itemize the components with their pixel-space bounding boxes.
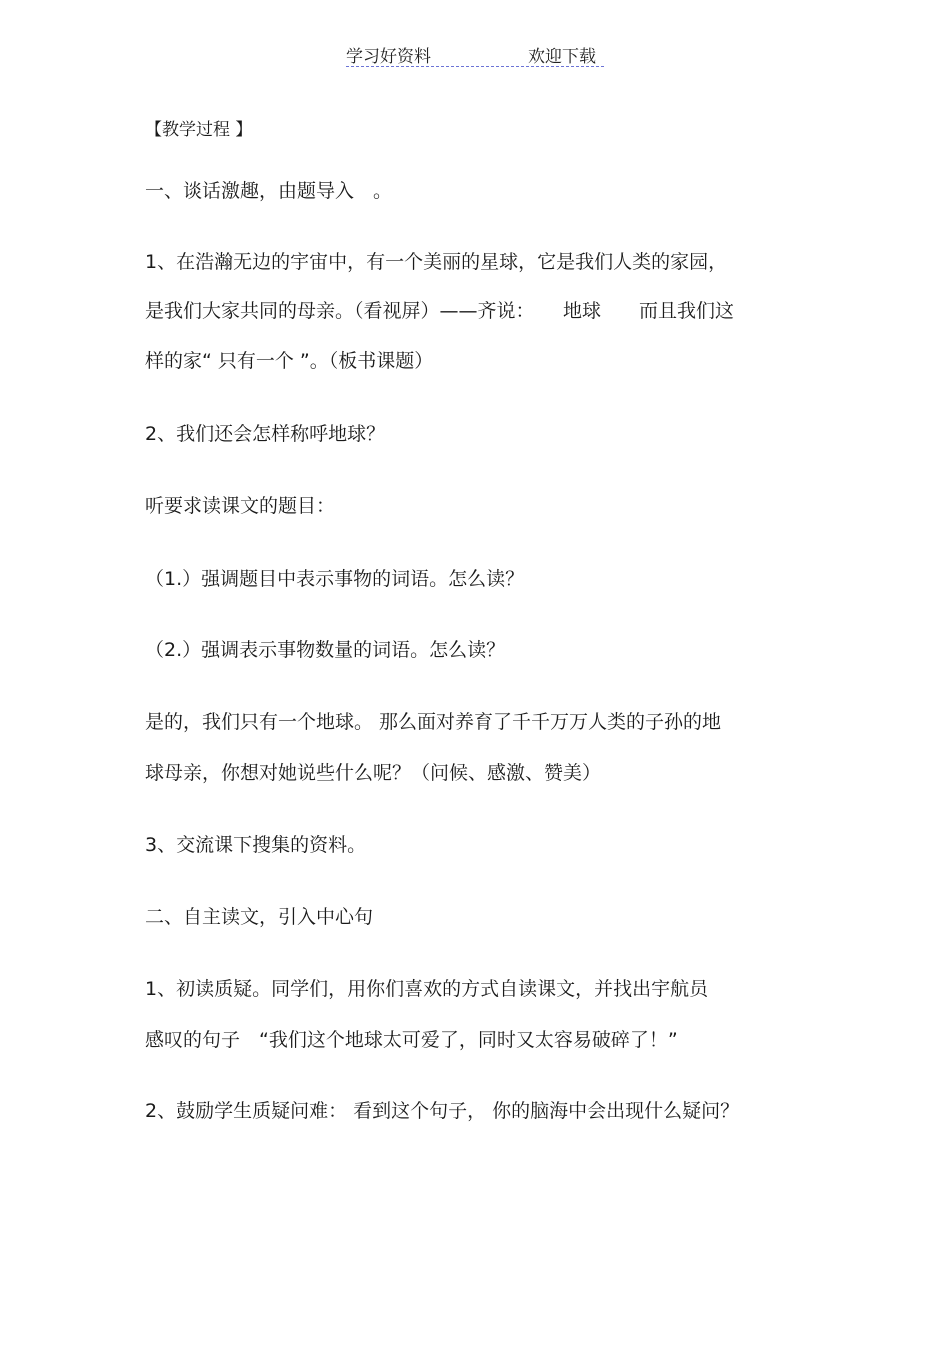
paragraph-7: 3、交流课下搜集的资料。 [145, 834, 367, 856]
header-left-text: 学习好资料 [346, 47, 431, 67]
paragraph-1-line-1: 1、在浩瀚无边的宇宙中，有一个美丽的星球，它是我们人类的家园， [145, 251, 728, 273]
paragraph-3: 听要求读课文的题目： [145, 495, 336, 517]
paragraph-2: 2、我们还会怎样称呼地球？ [145, 423, 386, 445]
part1-heading: 一、谈话激趣，由题导入 。 [145, 180, 393, 202]
paragraph-5: （2.）强调表示事物数量的词语。怎么读？ [145, 639, 506, 661]
paragraph-8-line-1: 1、初读质疑。同学们，用你们喜欢的方式自读课文，并找出宇航员 [145, 978, 709, 1000]
paragraph-6-line-1: 是的，我们只有一个地球。 那么面对养育了千千万万人类的子孙的地 [145, 711, 722, 733]
part2-heading: 二、自主读文，引入中心句 [145, 906, 374, 928]
paragraph-9: 2、鼓励学生质疑问难： 看到这个句子， 你的脑海中会出现什么疑问？ [145, 1100, 740, 1122]
paragraph-4: （1.）强调题目中表示事物的词语。怎么读？ [145, 568, 525, 590]
paragraph-6-line-2: 球母亲，你想对她说些什么呢？（问候、感激、赞美） [145, 762, 602, 784]
section-label: 【教学过程 】 [145, 120, 253, 140]
paragraph-8-line-2: 感叹的句子 “我们这个地球太可爱了，同时又太容易破碎了！” [145, 1029, 678, 1051]
header-right-text: 欢迎下载 [528, 47, 596, 67]
paragraph-1-line-2: 是我们大家共同的母亲。（看视屏）——齐说： 地球 而且我们这 [145, 300, 735, 322]
paragraph-1-line-3: 样的家“ 只有一个 ”。（板书课题） [145, 350, 434, 372]
page-header [346, 40, 604, 67]
